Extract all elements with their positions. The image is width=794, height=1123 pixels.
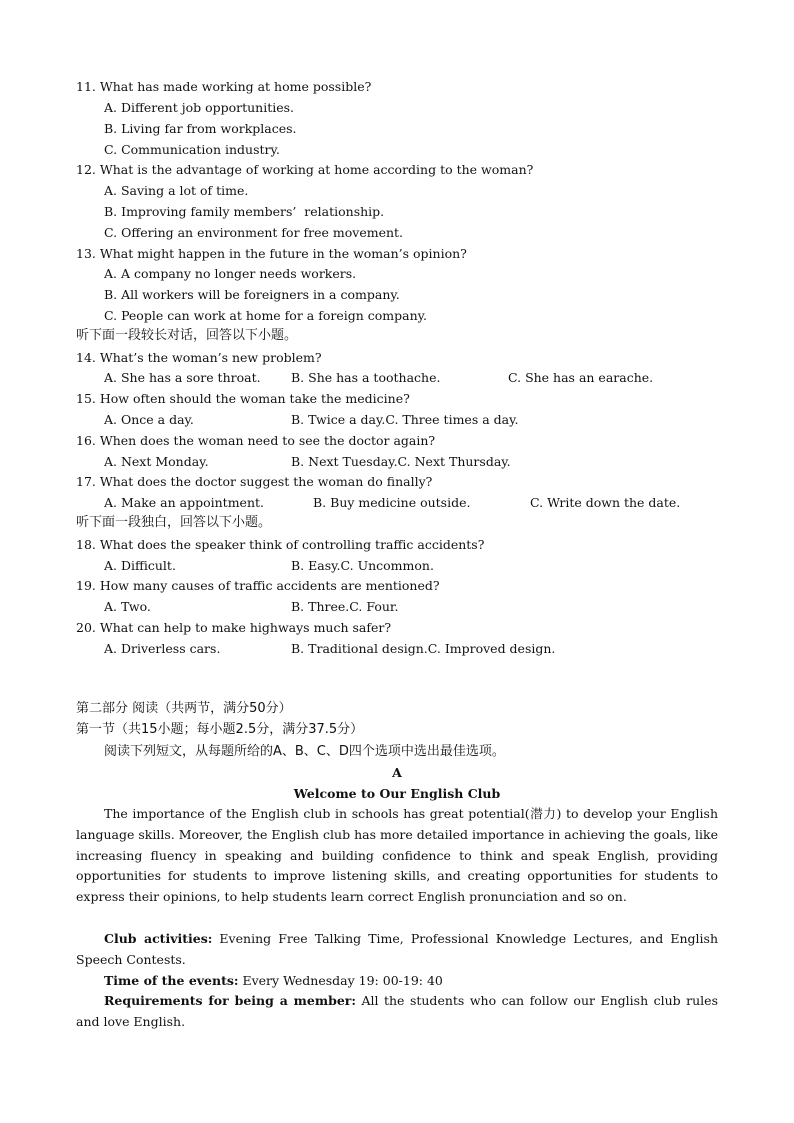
- option-14c: C. She has an earache.: [508, 370, 654, 385]
- question-15: 15. How often should the woman take the medicine?: [76, 391, 410, 406]
- option-16a: A. Next Monday.: [104, 454, 209, 469]
- option-11c: C. Communication industry.: [104, 142, 280, 157]
- option-12a: A. Saving a lot of time.: [104, 183, 249, 198]
- event-time: [76, 971, 718, 992]
- question-14: 14. What’s the woman’s new problem?: [76, 350, 322, 365]
- event-time-label: Time of the events:: [104, 973, 239, 988]
- option-13a: A. A company no longer needs workers.: [104, 266, 357, 281]
- option-18bc: B. Easy.C. Uncommon.: [291, 558, 434, 573]
- section1-title: 第一节（共15小题；每小题2.5分，满分37.5分）: [76, 722, 364, 737]
- passage-title: Welcome to Our English Club: [293, 786, 501, 801]
- question-12: 12. What is the advantage of working at home according to the woman?: [76, 162, 534, 177]
- option-19a: A. Two.: [104, 599, 151, 614]
- option-12c: C. Offering an environment for free movement.: [104, 225, 404, 240]
- option-19bc: B. Three.C. Four.: [291, 599, 399, 614]
- option-17c: C. Write down the date.: [530, 495, 681, 510]
- reading-instruction: 阅读下列短文，从每题所给的A、B、C、D四个选项中选出最佳选项。: [104, 744, 505, 759]
- passage-label: A: [392, 765, 402, 780]
- option-15bc: B. Twice a day.C. Three times a day.: [291, 412, 519, 427]
- passage-paragraph-1: The importance of the English club in schools has great potential(潜力) to develop your English language skills. Moreover, the English club has more detailed importance in achieving the goals, like increasing fluency in speaking and building confidence to think and speak English, providing opportunities for students to improve listening skills, and creating opportunities for students to express their opinions, to help students learn correct English pronunciation and so on.: [76, 806, 718, 905]
- membership-requirements-text: All the students who can follow our English club rules and love English.: [76, 993, 718, 1029]
- option-11a: A. Different job opportunities.: [104, 100, 295, 115]
- option-13c: C. People can work at home for a foreign company.: [104, 308, 428, 323]
- question-20: 20. What can help to make highways much safer?: [76, 620, 392, 635]
- option-16bc: B. Next Tuesday.C. Next Thursday.: [291, 454, 511, 469]
- part2-title: 第二部分 阅读（共两节，满分50分）: [76, 701, 292, 716]
- question-16: 16. When does the woman need to see the doctor again?: [76, 433, 436, 448]
- question-18: 18. What does the speaker think of controlling traffic accidents?: [76, 537, 485, 552]
- option-17b: B. Buy medicine outside.: [313, 495, 471, 510]
- option-14b: B. She has a toothache.: [291, 370, 441, 385]
- option-17a: A. Make an appointment.: [104, 495, 264, 510]
- membership-requirements: [76, 991, 718, 1033]
- membership-requirements-label: Requirements for being a member:: [104, 993, 356, 1008]
- club-activities-label: Club activities:: [104, 931, 213, 946]
- option-14a: A. She has a sore throat.: [104, 370, 261, 385]
- club-activities: [76, 929, 718, 971]
- question-19: 19. How many causes of traffic accidents are mentioned?: [76, 578, 440, 593]
- instruction-monologue: 听下面一段独白，回答以下小题。: [76, 515, 272, 530]
- option-12b: B. Improving family members’ relationship.: [104, 204, 385, 219]
- club-activities-text: Evening Free Talking Time, Professional Knowledge Lectures, and English Speech Contests.: [76, 931, 719, 967]
- option-11b: B. Living far from workplaces.: [104, 121, 297, 136]
- event-time-text: Every Wednesday 19: 00-19: 40: [238, 973, 443, 988]
- option-20bc: B. Traditional design.C. Improved design.: [291, 641, 556, 656]
- option-13b: B. All workers will be foreigners in a company.: [104, 287, 400, 302]
- question-13: 13. What might happen in the future in the woman’s opinion?: [76, 246, 467, 261]
- question-17: 17. What does the doctor suggest the woman do finally?: [76, 474, 433, 489]
- option-15a: A. Once a day.: [104, 412, 194, 427]
- question-11: 11. What has made working at home possible?: [76, 79, 372, 94]
- instruction-long-dialogue: 听下面一段较长对话，回答以下小题。: [76, 328, 298, 343]
- option-20a: A. Driverless cars.: [104, 641, 221, 656]
- option-18a: A. Difficult.: [104, 558, 176, 573]
